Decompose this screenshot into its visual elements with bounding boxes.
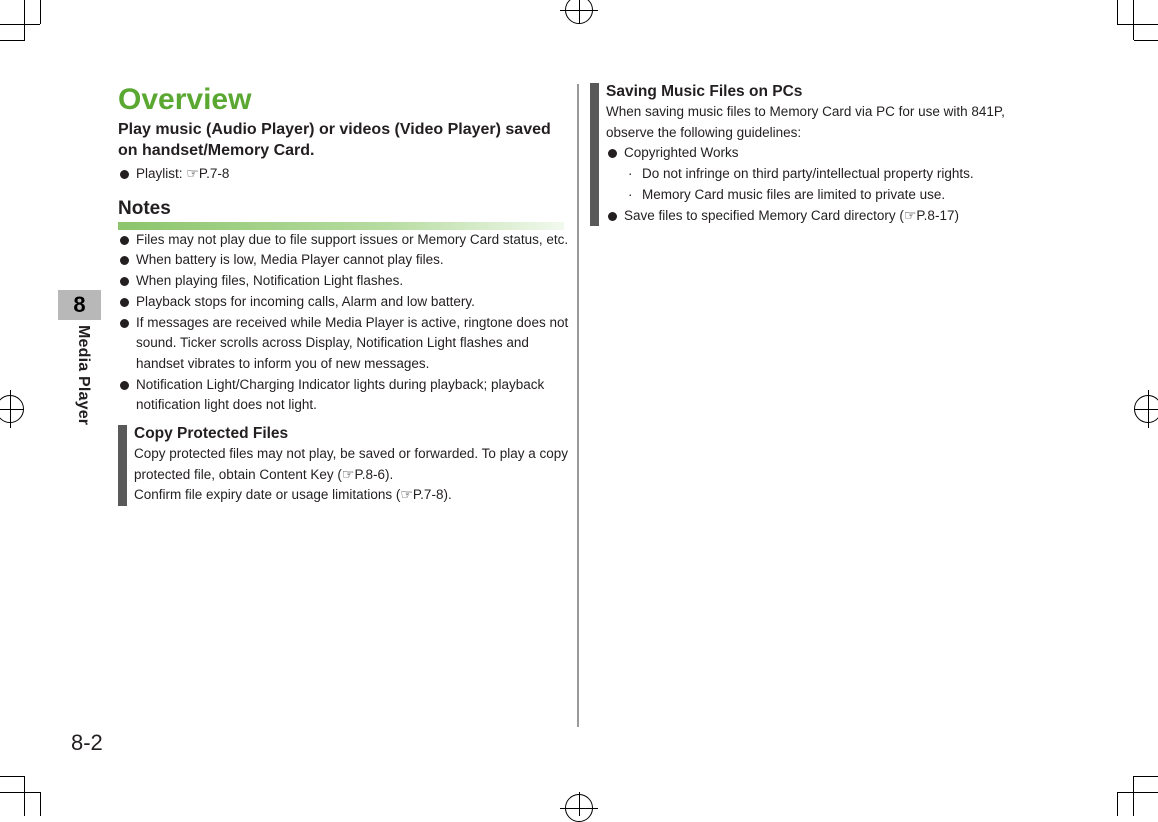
bullet-icon xyxy=(120,319,129,328)
copy-protected-text: ). xyxy=(443,487,452,503)
box-sidebar xyxy=(590,83,599,226)
notes-title: Notes xyxy=(118,197,171,219)
copyright-sub-list xyxy=(624,164,1020,205)
bullet-icon xyxy=(120,170,129,179)
list-item xyxy=(118,250,570,271)
registration-mark xyxy=(560,808,598,809)
list-item xyxy=(118,164,570,185)
list-item xyxy=(606,206,1020,227)
directory-ref[interactable]: P.8-17 xyxy=(916,207,955,223)
registration-mark xyxy=(1148,390,1149,428)
crop-mark xyxy=(1117,792,1118,816)
registration-mark xyxy=(10,390,11,428)
crop-mark xyxy=(1134,40,1158,41)
note-text: Notification Light/Charging Indicator lights during playback; playback notification light does not light. xyxy=(136,376,545,413)
crop-mark xyxy=(40,792,41,816)
note-text: When playing files, Notification Light flashes. xyxy=(136,273,404,289)
note-text: Playback stops for incoming calls, Alarm and low battery. xyxy=(136,293,475,309)
content-key-ref[interactable]: P.8-6 xyxy=(354,466,385,482)
playlist-list xyxy=(118,164,570,185)
crop-mark xyxy=(0,776,24,777)
crop-mark xyxy=(0,24,40,25)
notes-underline xyxy=(118,222,564,230)
notes-section xyxy=(118,197,570,230)
crop-mark xyxy=(1117,24,1158,25)
box-sidebar xyxy=(118,425,127,506)
chapter-label: Media Player xyxy=(75,325,92,426)
page-title: Overview xyxy=(118,83,252,116)
pointing-hand-icon: ☞ xyxy=(903,206,917,223)
crop-mark xyxy=(1133,0,1134,40)
registration-mark xyxy=(579,792,580,816)
copy-protected-title: Copy Protected Files xyxy=(134,425,289,443)
copy-protected-text: ). xyxy=(384,466,394,482)
page-number: 8-2 xyxy=(71,730,103,755)
copy-protected-line1 xyxy=(134,444,570,485)
saving-music-intro: When saving music files to Memory Card via PC for use with 841P, observe the following guidelines: xyxy=(606,104,1005,140)
chapter-tab: 8 xyxy=(58,290,101,320)
list-item xyxy=(118,313,570,375)
saving-music-box xyxy=(590,82,1020,226)
copy-protected-text: Confirm file expiry date or usage limitations ( xyxy=(134,487,401,503)
bullet-icon xyxy=(608,149,617,158)
copy-protected-line2 xyxy=(134,485,570,506)
list-item xyxy=(624,164,1020,185)
notes-list xyxy=(118,230,570,416)
sub-item-text: Do not infringe on third party/intellectual property rights. xyxy=(642,166,974,182)
save-files-text: ) xyxy=(954,207,959,223)
pointing-hand-icon: ☞ xyxy=(341,465,355,482)
copyrighted-works-label: Copyrighted Works xyxy=(624,145,739,161)
copy-protected-box xyxy=(118,424,570,506)
bullet-icon xyxy=(120,236,129,245)
saving-music-list xyxy=(606,143,1020,226)
bullet-icon xyxy=(120,277,129,286)
copy-protected-text: Copy protected files may not play, be saved or forwarded. To play a copy protected file, obtain Content Key ( xyxy=(134,446,568,482)
bullet-icon xyxy=(608,212,617,221)
crop-mark xyxy=(1133,776,1134,816)
registration-mark xyxy=(560,10,598,11)
sub-item-text: Memory Card music files are limited to private use. xyxy=(642,186,946,202)
list-item xyxy=(606,143,1020,205)
pointing-hand-icon: ☞ xyxy=(186,165,199,181)
registration-mark xyxy=(0,409,24,410)
list-item xyxy=(624,185,1020,206)
bullet-icon xyxy=(120,256,129,265)
lead-text: Play music (Audio Player) or videos (Video Player) saved on handset/Memory Card. xyxy=(118,121,551,159)
middle-dot-icon: · xyxy=(628,186,633,202)
note-text: Files may not play due to file support issues or Memory Card status, etc. xyxy=(136,231,569,247)
registration-mark xyxy=(1134,409,1158,410)
note-text: When battery is low, Media Player cannot play files. xyxy=(136,252,444,268)
column-divider xyxy=(577,84,579,727)
note-text: If messages are received while Media Player is active, ringtone does not sound. Ticker scrolls across Display, Notification Light flashes and handset vibrates to inform you of new messages. xyxy=(136,314,569,371)
crop-mark xyxy=(1117,0,1118,24)
pointing-hand-icon: ☞ xyxy=(400,486,413,503)
playlist-label: Playlist: xyxy=(136,166,187,181)
list-item xyxy=(118,375,570,416)
registration-mark xyxy=(579,0,580,24)
crop-mark xyxy=(40,0,41,24)
playlist-ref[interactable]: P.7-8 xyxy=(198,166,230,181)
bullet-icon xyxy=(120,298,129,307)
crop-mark xyxy=(1134,776,1158,777)
left-column xyxy=(118,82,570,506)
list-item xyxy=(118,271,570,292)
list-item xyxy=(118,292,570,313)
crop-mark xyxy=(24,40,25,41)
bullet-icon xyxy=(120,381,129,390)
list-item xyxy=(118,230,570,251)
crop-mark xyxy=(0,40,24,41)
crop-mark xyxy=(0,792,40,793)
expiry-ref[interactable]: P.7-8 xyxy=(412,487,444,503)
crop-mark xyxy=(24,0,25,40)
crop-mark xyxy=(24,776,25,816)
crop-mark xyxy=(1117,792,1158,793)
save-files-text: Save files to specified Memory Card directory ( xyxy=(624,207,904,223)
right-column xyxy=(590,82,1020,226)
middle-dot-icon: · xyxy=(628,166,633,182)
saving-music-title: Saving Music Files on PCs xyxy=(606,83,803,100)
